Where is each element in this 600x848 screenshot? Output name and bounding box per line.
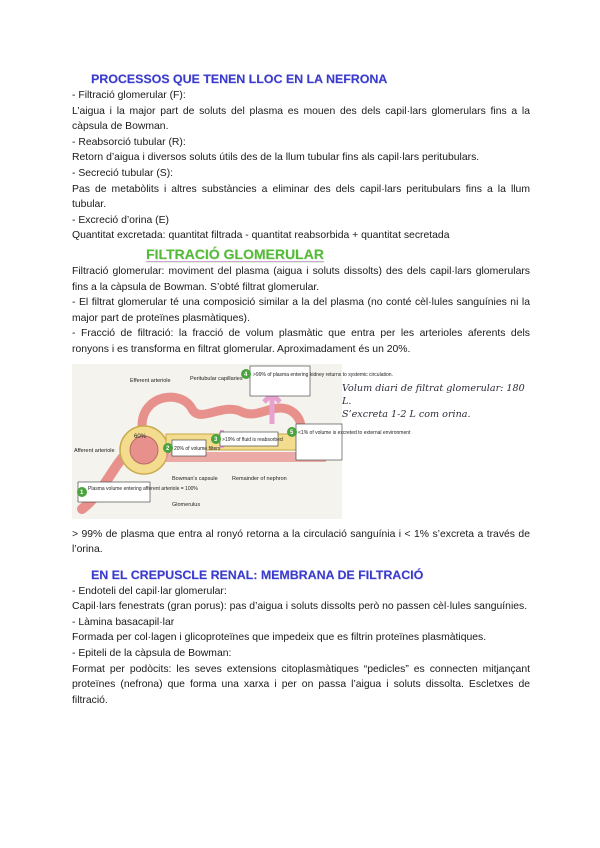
text-line: - Secreció tubular (S): xyxy=(72,167,174,179)
text-line: - Làmina basacapil·lar xyxy=(72,616,175,628)
text-paragraph: Filtració glomerular: moviment del plasma (aigua i soluts dissolts) des dels capil·lars glomerulars fins a la càpsula de Bowman. S’obté filtrat glomerular. xyxy=(72,265,530,293)
badge-5-text: 5 xyxy=(290,429,294,436)
text-line: - Endoteli del capil·lar glomerular: xyxy=(72,585,227,597)
label-bowmans-capsule: Bowman's capsule xyxy=(172,475,218,482)
glomerulus-shape xyxy=(130,433,158,464)
label-glomerulus: Glomerulus xyxy=(172,501,201,508)
handnote-line-1: Volum diari de filtrat glomerular: 180 L. xyxy=(342,382,525,407)
text-paragraph: - Fracció de filtració: la fracció de volum plasmàtic que entra per les arterioles aferents dels ronyons i es transforma en filtrat glomerular. Aproximadament és un 20%. xyxy=(72,328,530,355)
text-paragraph: - El filtrat glomerular té una composició similar a la del plasma (no conté cèl·lules sanguínies ni la major part de proteïnes plasmàtiques). xyxy=(72,297,530,324)
box-1-text: Plasma volume entering afferent arteriole = 100% xyxy=(88,485,198,492)
text-line: - Reabsorció tubular (R): xyxy=(72,136,186,148)
box-3-text: >19% of fluid is reabsorbed xyxy=(222,436,283,443)
handnote-line-2: S’excreta 1-2 L com orina. xyxy=(342,408,471,420)
text-line: - Epiteli de la càpsula de Bowman: xyxy=(72,648,232,660)
text-line: Capil·lars fenestrats (gran porus): pas d’aigua i soluts dissolts però no passen cèl·lules sanguínies. xyxy=(72,601,528,613)
badge-2-text: 2 xyxy=(166,445,170,452)
box-1 xyxy=(78,482,150,502)
box-4 xyxy=(250,366,310,396)
label-60-percent: 60% xyxy=(134,433,147,440)
text-line: - Excreció d’orina (E) xyxy=(72,214,170,226)
text-line: Formada per col·lagen i glicoproteïnes que impedeix que es filtrin proteïnes plasmàtiques. xyxy=(72,632,487,644)
text-line: Pas de metabòlits i altres substàncies a eliminar des dels capil·lars peritubulars fins a la llum tubular. xyxy=(72,183,530,211)
badge-4-text: 4 xyxy=(244,371,248,378)
text-line: Retorn d’aigua i diversos soluts útils des de la llum tubular fins als capil·lars peritubulars. xyxy=(72,152,480,164)
text-paragraph: > 99% de plasma que entra al ronyó retorna a la circulació sanguínia i < 1% s’excreta a través de l’orina. xyxy=(72,528,530,556)
box-2-text: 20% of volume filters xyxy=(174,445,221,452)
text-line: Quantitat excretada: quantitat filtrada - quantitat reabsorbida + quantitat secretada xyxy=(72,230,450,242)
document-page xyxy=(72,70,530,708)
text-line: L’aigua i la major part de soluts del plasma es mouen des dels capil·lars glomerulars fins a la càpsula de Bowman. xyxy=(72,105,530,133)
box-4-text: >99% of plasma entering kidney returns to systemic circulation. xyxy=(253,371,393,378)
text-line: Format per podòcits: les seves extensions citoplasmàtiques “pedicles” es connecten mitjançant proteïnes (nefrona) que forma una xarxa i per on passa l’aigua i soluts dissolta. Escletxes de filtració. xyxy=(72,663,530,706)
box-5-text: <1% of volume is excreted to external environment xyxy=(298,429,411,436)
label-efferent-arteriole: Efferent arteriole xyxy=(130,377,171,384)
badge-3-text: 3 xyxy=(214,436,218,443)
handwritten-note xyxy=(342,382,532,421)
text-line: - Filtració glomerular (F): xyxy=(72,90,186,101)
nephron-filtration-figure xyxy=(72,364,530,519)
label-remainder: Remainder of nephron xyxy=(232,475,287,482)
heading-processes: PROCESSOS QUE TENEN LLOC EN LA NEFRONA xyxy=(91,72,388,86)
badge-1-text: 1 xyxy=(80,489,84,496)
heading-filtration: FILTRACIÓ GLOMERULAR xyxy=(146,245,324,262)
label-peritubular-capillaries: Peritubular capillaries xyxy=(190,375,243,382)
heading-membrane: EN EL CREPUSCLE RENAL: MEMBRANA DE FILTRACIÓ xyxy=(91,567,424,582)
label-afferent-arteriole: Afferent arteriole xyxy=(74,447,115,454)
